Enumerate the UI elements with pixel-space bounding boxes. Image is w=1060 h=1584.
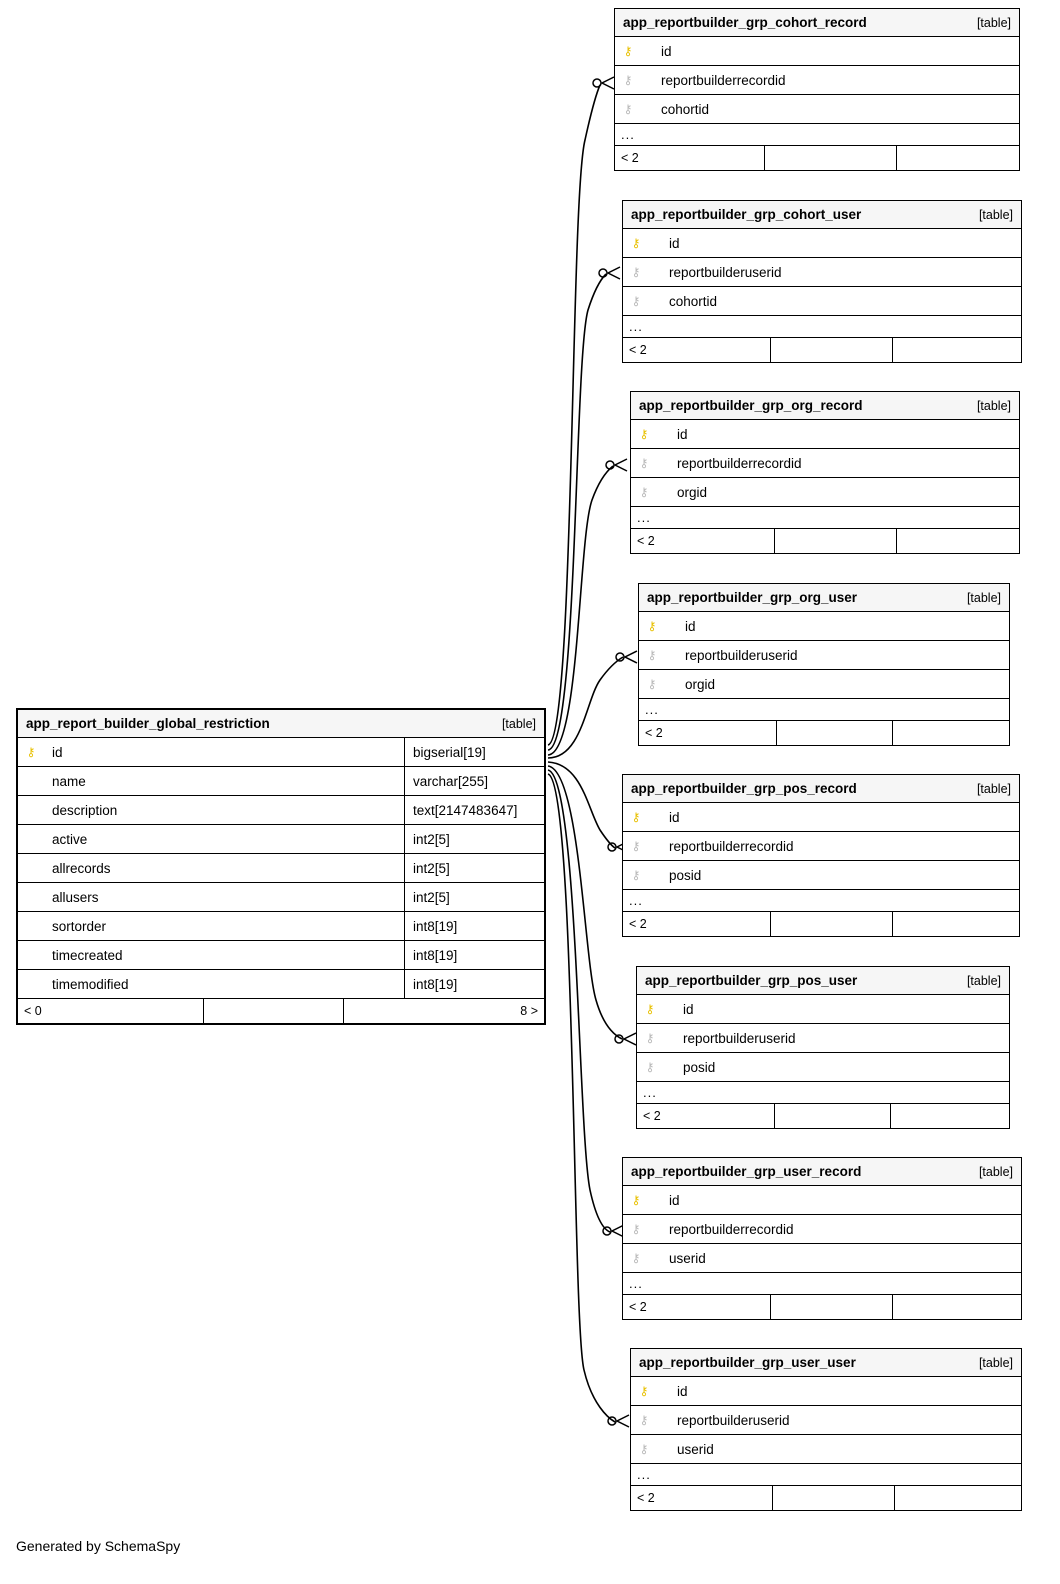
connector-zero-cohort-record — [593, 79, 601, 87]
primary-key-icon: ⚷ — [647, 619, 657, 633]
primary-key-icon: ⚷ — [26, 745, 36, 759]
table-row[interactable] — [18, 738, 544, 767]
footer-incoming-count: < 2 — [623, 1295, 771, 1319]
column-type: int8[19] — [404, 912, 544, 940]
column-name: orgid — [685, 676, 716, 692]
table-type-tag: [table] — [976, 781, 1011, 796]
footer-middle — [775, 529, 897, 553]
foreign-key-icon: ⚷ — [631, 265, 641, 279]
footer-middle — [777, 721, 893, 745]
column-name: reportbuilderrecordid — [669, 1221, 794, 1237]
footer-incoming-count: < 2 — [639, 721, 777, 745]
foreign-key-icon: ⚷ — [647, 677, 657, 691]
column-type: int2[5] — [404, 883, 544, 911]
column-type: int8[19] — [404, 970, 544, 998]
table-type-tag: [table] — [966, 973, 1001, 988]
table-app_reportbuilder_grp_org_record[interactable] — [630, 391, 1020, 554]
column-name: name — [52, 773, 86, 789]
column-name: timecreated — [52, 947, 123, 963]
table-row[interactable] — [18, 941, 544, 970]
connector-zero-cohort-user — [599, 269, 607, 277]
table-type-tag: [table] — [978, 1355, 1013, 1370]
foreign-key-icon: ⚷ — [645, 1060, 655, 1074]
edge-to-cohort-record — [548, 85, 600, 745]
table-row[interactable] — [637, 1024, 1009, 1053]
column-name: cohortid — [669, 293, 718, 309]
footer-outgoing-count — [893, 338, 1021, 362]
footer-middle — [204, 999, 344, 1023]
foreign-key-icon: ⚷ — [623, 73, 633, 87]
footer-incoming-count: < 2 — [623, 338, 771, 362]
table-app_reportbuilder_grp_cohort_record[interactable] — [614, 8, 1020, 171]
column-name: userid — [669, 1250, 706, 1266]
more-columns-indicator: ... — [623, 1273, 1021, 1295]
primary-key-icon: ⚷ — [645, 1002, 655, 1016]
table-row[interactable] — [18, 912, 544, 941]
table-title: app_reportbuilder_grp_org_record — [639, 398, 863, 413]
table-app_reportbuilder_grp_pos_record[interactable] — [622, 774, 1020, 937]
table-header — [631, 392, 1019, 420]
table-type-tag: [table] — [978, 207, 1013, 222]
table-type-tag: [table] — [976, 15, 1011, 30]
column-name: reportbuilderrecordid — [661, 72, 786, 88]
table-header — [631, 1349, 1021, 1377]
more-columns-indicator: ... — [623, 316, 1021, 338]
table-row[interactable] — [623, 803, 1019, 832]
table-row[interactable] — [18, 883, 544, 912]
column-name: userid — [677, 1441, 714, 1457]
table-footer — [623, 338, 1021, 362]
table-type-tag: [table] — [978, 1164, 1013, 1179]
table-footer — [637, 1104, 1009, 1128]
footer-middle — [765, 146, 897, 170]
foreign-key-icon: ⚷ — [639, 485, 649, 499]
footer-outgoing-count — [891, 1104, 1009, 1128]
table-row[interactable] — [615, 66, 1019, 95]
table-app_reportbuilder_grp_user_record[interactable] — [622, 1157, 1022, 1320]
table-row[interactable] — [631, 1377, 1021, 1406]
connector-zero-pos-user — [615, 1035, 623, 1043]
table-title: app_reportbuilder_grp_user_record — [631, 1164, 862, 1179]
more-columns-indicator: ... — [637, 1082, 1009, 1104]
primary-key-icon: ⚷ — [623, 44, 633, 58]
table-title: app_reportbuilder_grp_cohort_record — [623, 15, 867, 30]
table-app_reportbuilder_grp_org_user[interactable] — [638, 583, 1010, 746]
table-title: app_reportbuilder_grp_pos_user — [645, 973, 858, 988]
column-name: posid — [669, 867, 702, 883]
footer-incoming-count: < 2 — [631, 1486, 773, 1510]
table-header — [18, 710, 544, 738]
table-header — [637, 967, 1009, 995]
table-row[interactable] — [615, 37, 1019, 66]
column-type: text[2147483647] — [404, 796, 544, 824]
table-header — [639, 584, 1009, 612]
column-name: id — [52, 744, 63, 760]
column-name: reportbuilderrecordid — [677, 455, 802, 471]
table-row[interactable] — [623, 287, 1021, 316]
column-name: id — [683, 1001, 694, 1017]
table-footer — [18, 999, 544, 1023]
table-header — [615, 9, 1019, 37]
connector-zero-user-record — [603, 1227, 611, 1235]
foreign-key-icon: ⚷ — [631, 868, 641, 882]
crowfoot-cohort-record — [602, 77, 614, 89]
table-row[interactable] — [623, 1244, 1021, 1273]
column-name: timemodified — [52, 976, 129, 992]
connector-zero-org-record — [606, 461, 614, 469]
crowfoot-org-user — [625, 651, 637, 663]
column-name: active — [52, 831, 88, 847]
table-footer — [639, 721, 1009, 745]
primary-key-icon: ⚷ — [631, 1193, 641, 1207]
footer-incoming-count: < 2 — [637, 1104, 775, 1128]
column-name: id — [669, 235, 680, 251]
foreign-key-icon: ⚷ — [631, 1222, 641, 1236]
more-columns-indicator: ... — [631, 507, 1019, 529]
edge-to-org-user — [548, 657, 623, 758]
table-title: app_reportbuilder_grp_user_user — [639, 1355, 856, 1370]
column-type: int2[5] — [404, 854, 544, 882]
table-row[interactable] — [623, 1215, 1021, 1244]
table-title: app_reportbuilder_grp_pos_record — [631, 781, 857, 796]
footer-outgoing-count — [893, 721, 1009, 745]
table-footer — [631, 529, 1019, 553]
table-row[interactable] — [631, 1435, 1021, 1464]
table-title: app_report_builder_global_restriction — [26, 716, 270, 731]
footer-incoming-count: < 0 — [18, 999, 204, 1023]
edge-to-cohort-user — [548, 274, 606, 750]
generator-credit: Generated by SchemaSpy — [16, 1538, 181, 1554]
column-type: bigserial[19] — [404, 738, 544, 766]
table-row[interactable] — [631, 478, 1019, 507]
table-header — [623, 775, 1019, 803]
table-footer — [615, 146, 1019, 170]
footer-outgoing-count — [893, 1295, 1021, 1319]
footer-outgoing-count — [897, 146, 1019, 170]
column-name: id — [677, 426, 688, 442]
table-header — [623, 201, 1021, 229]
crowfoot-user-user — [617, 1415, 629, 1427]
edge-to-user-user — [548, 774, 615, 1422]
more-columns-indicator: ... — [623, 890, 1019, 912]
connector-zero-org-user — [616, 653, 624, 661]
edge-to-user-record — [548, 770, 610, 1232]
foreign-key-icon: ⚷ — [623, 102, 633, 116]
footer-incoming-count: < 2 — [615, 146, 765, 170]
footer-middle — [771, 1295, 893, 1319]
table-row[interactable] — [18, 854, 544, 883]
primary-key-icon: ⚷ — [631, 810, 641, 824]
footer-outgoing-count — [893, 912, 1019, 936]
table-row[interactable] — [18, 825, 544, 854]
table-title: app_reportbuilder_grp_cohort_user — [631, 207, 862, 222]
column-name: id — [661, 43, 672, 59]
table-app_report_builder_global_restriction[interactable] — [16, 708, 546, 1025]
table-row[interactable] — [18, 970, 544, 999]
table-row[interactable] — [623, 861, 1019, 890]
footer-middle — [771, 912, 893, 936]
crowfoot-org-record — [615, 459, 627, 471]
table-row[interactable] — [637, 995, 1009, 1024]
foreign-key-icon: ⚷ — [631, 1251, 641, 1265]
table-type-tag: [table] — [966, 590, 1001, 605]
table-app_reportbuilder_grp_cohort_user[interactable] — [622, 200, 1022, 363]
connector-zero-user-user — [608, 1417, 616, 1425]
table-row[interactable] — [623, 258, 1021, 287]
column-name: id — [669, 809, 680, 825]
edge-to-org-record — [548, 466, 613, 755]
column-name: allusers — [52, 889, 99, 905]
table-row[interactable] — [18, 796, 544, 825]
table-row[interactable] — [639, 641, 1009, 670]
footer-middle — [771, 338, 893, 362]
table-row[interactable] — [623, 832, 1019, 861]
table-footer — [623, 912, 1019, 936]
column-type: varchar[255] — [404, 767, 544, 795]
more-columns-indicator: ... — [615, 124, 1019, 146]
crowfoot-cohort-user — [608, 267, 620, 279]
table-row[interactable] — [637, 1053, 1009, 1082]
foreign-key-icon: ⚷ — [647, 648, 657, 662]
foreign-key-icon: ⚷ — [645, 1031, 655, 1045]
table-header — [623, 1158, 1021, 1186]
more-columns-indicator: ... — [631, 1464, 1021, 1486]
more-columns-indicator: ... — [639, 699, 1009, 721]
edge-to-pos-record — [548, 762, 615, 848]
column-name: id — [685, 618, 696, 634]
column-name: reportbuilderuserid — [685, 647, 798, 663]
foreign-key-icon: ⚷ — [639, 1442, 649, 1456]
foreign-key-icon: ⚷ — [639, 456, 649, 470]
table-row[interactable] — [639, 670, 1009, 699]
table-type-tag: [table] — [501, 716, 536, 731]
connector-zero-pos-record — [608, 843, 616, 851]
column-name: sortorder — [52, 918, 107, 934]
footer-outgoing-count: 8 > — [520, 1004, 538, 1018]
table-type-tag: [table] — [976, 398, 1011, 413]
column-type: int2[5] — [404, 825, 544, 853]
foreign-key-icon: ⚷ — [631, 839, 641, 853]
column-name: allrecords — [52, 860, 111, 876]
primary-key-icon: ⚷ — [639, 1384, 649, 1398]
column-name: reportbuilderrecordid — [669, 838, 794, 854]
column-name: id — [677, 1383, 688, 1399]
column-name: orgid — [677, 484, 708, 500]
foreign-key-icon: ⚷ — [639, 1413, 649, 1427]
primary-key-icon: ⚷ — [631, 236, 641, 250]
footer-outgoing-count — [897, 529, 1019, 553]
table-footer — [631, 1486, 1021, 1510]
footer-incoming-count: < 2 — [623, 912, 771, 936]
foreign-key-icon: ⚷ — [631, 294, 641, 308]
table-row[interactable] — [631, 420, 1019, 449]
table-row[interactable] — [631, 449, 1019, 478]
table-row[interactable] — [623, 1186, 1021, 1215]
column-name: reportbuilderuserid — [669, 264, 782, 280]
column-name: description — [52, 802, 118, 818]
table-row[interactable] — [639, 612, 1009, 641]
table-app_reportbuilder_grp_pos_user[interactable] — [636, 966, 1010, 1129]
column-name: reportbuilderuserid — [683, 1030, 796, 1046]
footer-middle — [775, 1104, 891, 1128]
edge-to-pos-user — [548, 766, 622, 1039]
column-name: cohortid — [661, 101, 710, 117]
footer-incoming-count: < 2 — [631, 529, 775, 553]
column-name: posid — [683, 1059, 716, 1075]
table-row[interactable] — [623, 229, 1021, 258]
column-name: reportbuilderuserid — [677, 1412, 790, 1428]
table-footer — [623, 1295, 1021, 1319]
primary-key-icon: ⚷ — [639, 427, 649, 441]
column-name: id — [669, 1192, 680, 1208]
table-row[interactable] — [18, 767, 544, 796]
column-type: int8[19] — [404, 941, 544, 969]
footer-outgoing-count — [895, 1486, 1021, 1510]
crowfoot-pos-user — [624, 1033, 636, 1045]
table-app_reportbuilder_grp_user_user[interactable] — [630, 1348, 1022, 1511]
table-row[interactable] — [615, 95, 1019, 124]
footer-middle — [773, 1486, 895, 1510]
table-row[interactable] — [631, 1406, 1021, 1435]
table-title: app_reportbuilder_grp_org_user — [647, 590, 858, 605]
